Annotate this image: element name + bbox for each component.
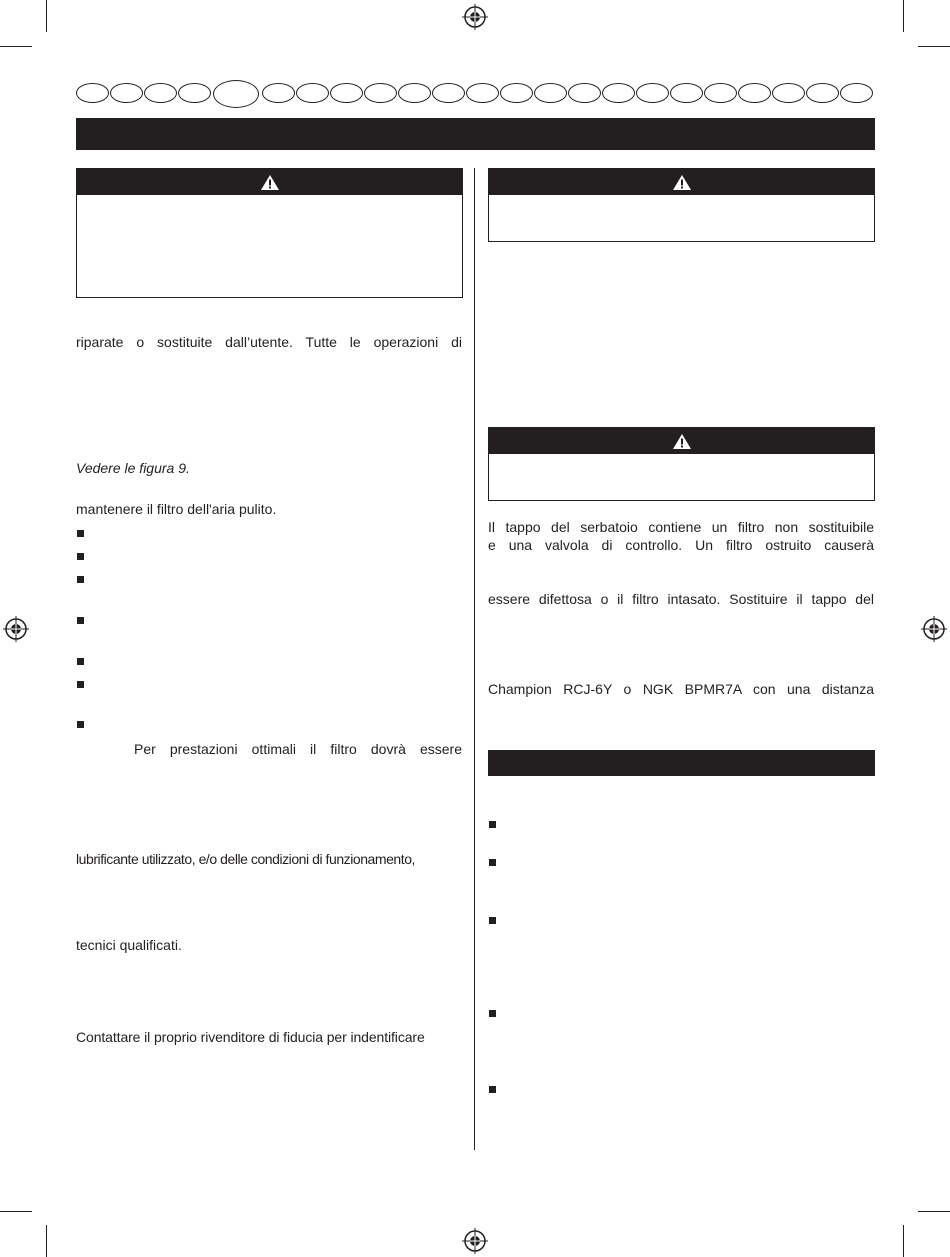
section-title-bar bbox=[76, 118, 875, 150]
body-paragraph: lubrificante utilizzato, e/o delle condizioni di funzionamento, bbox=[76, 851, 415, 867]
square-bullet-icon bbox=[77, 617, 84, 624]
body-paragraph: Il tappo del serbatoio contiene un filtro non sostituibile bbox=[488, 519, 874, 535]
square-bullet-icon bbox=[77, 553, 84, 560]
crop-mark-bottom-left-h bbox=[0, 1211, 32, 1212]
language-tab bbox=[296, 83, 329, 103]
warning-header bbox=[489, 169, 874, 195]
registration-mark-icon bbox=[3, 616, 29, 642]
square-bullet-icon bbox=[77, 658, 84, 665]
language-tab bbox=[178, 83, 211, 103]
square-bullet-icon bbox=[77, 576, 84, 583]
crop-mark-bottom-left-v bbox=[46, 1225, 47, 1257]
language-tab bbox=[568, 83, 601, 103]
body-paragraph: Per prestazioni ottimali il filtro dovrà essere bbox=[134, 741, 462, 757]
language-tabs bbox=[76, 80, 876, 110]
registration-mark-icon bbox=[462, 1228, 488, 1254]
warning-box bbox=[488, 168, 875, 242]
language-tab-active bbox=[213, 80, 259, 108]
warning-triangle-icon bbox=[672, 174, 692, 191]
warning-triangle-icon bbox=[260, 174, 280, 191]
language-tab bbox=[76, 83, 109, 103]
section-title-bar bbox=[488, 750, 875, 776]
language-tab bbox=[432, 83, 465, 103]
language-tab bbox=[144, 83, 177, 103]
crop-mark-top-right-v bbox=[903, 0, 904, 32]
crop-mark-bottom-right-v bbox=[903, 1225, 904, 1257]
language-tab bbox=[110, 83, 143, 103]
square-bullet-icon bbox=[489, 1086, 496, 1093]
language-tab bbox=[466, 83, 499, 103]
figure-reference: Vedere le figura 9. bbox=[76, 460, 190, 476]
body-paragraph: essere difettosa o il filtro intasato. Sostituire il tappo del bbox=[488, 591, 874, 607]
language-tab bbox=[500, 83, 533, 103]
warning-box bbox=[488, 427, 875, 501]
language-tab bbox=[262, 83, 295, 103]
crop-mark-bottom-right-h bbox=[918, 1211, 950, 1212]
body-paragraph: tecnici qualificati. bbox=[76, 937, 182, 953]
language-tab bbox=[772, 83, 805, 103]
warning-header bbox=[489, 428, 874, 454]
square-bullet-icon bbox=[489, 1010, 496, 1017]
square-bullet-icon bbox=[77, 681, 84, 688]
body-paragraph: Champion RCJ-6Y o NGK BPMR7A con una distanza bbox=[488, 681, 874, 697]
body-paragraph: mantenere il filtro dell'aria pulito. bbox=[76, 501, 277, 517]
square-bullet-icon bbox=[489, 821, 496, 828]
crop-mark-top-right-h bbox=[918, 46, 950, 47]
registration-mark-icon bbox=[921, 616, 947, 642]
language-tab bbox=[534, 83, 567, 103]
registration-mark-icon bbox=[462, 4, 488, 30]
crop-mark-top-left-v bbox=[46, 0, 47, 32]
square-bullet-icon bbox=[77, 530, 84, 537]
language-tab bbox=[398, 83, 431, 103]
language-tab bbox=[670, 83, 703, 103]
square-bullet-icon bbox=[489, 859, 496, 866]
body-paragraph: e una valvola di controllo. Un filtro ostruito causerà bbox=[488, 537, 874, 553]
language-tab bbox=[330, 83, 363, 103]
column-divider bbox=[474, 168, 475, 1150]
language-tab bbox=[840, 83, 873, 103]
warning-triangle-icon bbox=[672, 433, 692, 450]
language-tab bbox=[738, 83, 771, 103]
warning-box bbox=[76, 168, 463, 298]
language-tab bbox=[364, 83, 397, 103]
language-tab bbox=[602, 83, 635, 103]
warning-header bbox=[77, 169, 462, 195]
language-tab bbox=[704, 83, 737, 103]
crop-mark-top-left-h bbox=[0, 46, 32, 47]
square-bullet-icon bbox=[489, 917, 496, 924]
square-bullet-icon bbox=[77, 721, 84, 728]
language-tab bbox=[636, 83, 669, 103]
body-paragraph: Contattare il proprio rivenditore di fiducia per indentificare bbox=[76, 1029, 425, 1045]
language-tab bbox=[806, 83, 839, 103]
body-paragraph: riparate o sostituite dall’utente. Tutte le operazioni di bbox=[76, 334, 462, 350]
